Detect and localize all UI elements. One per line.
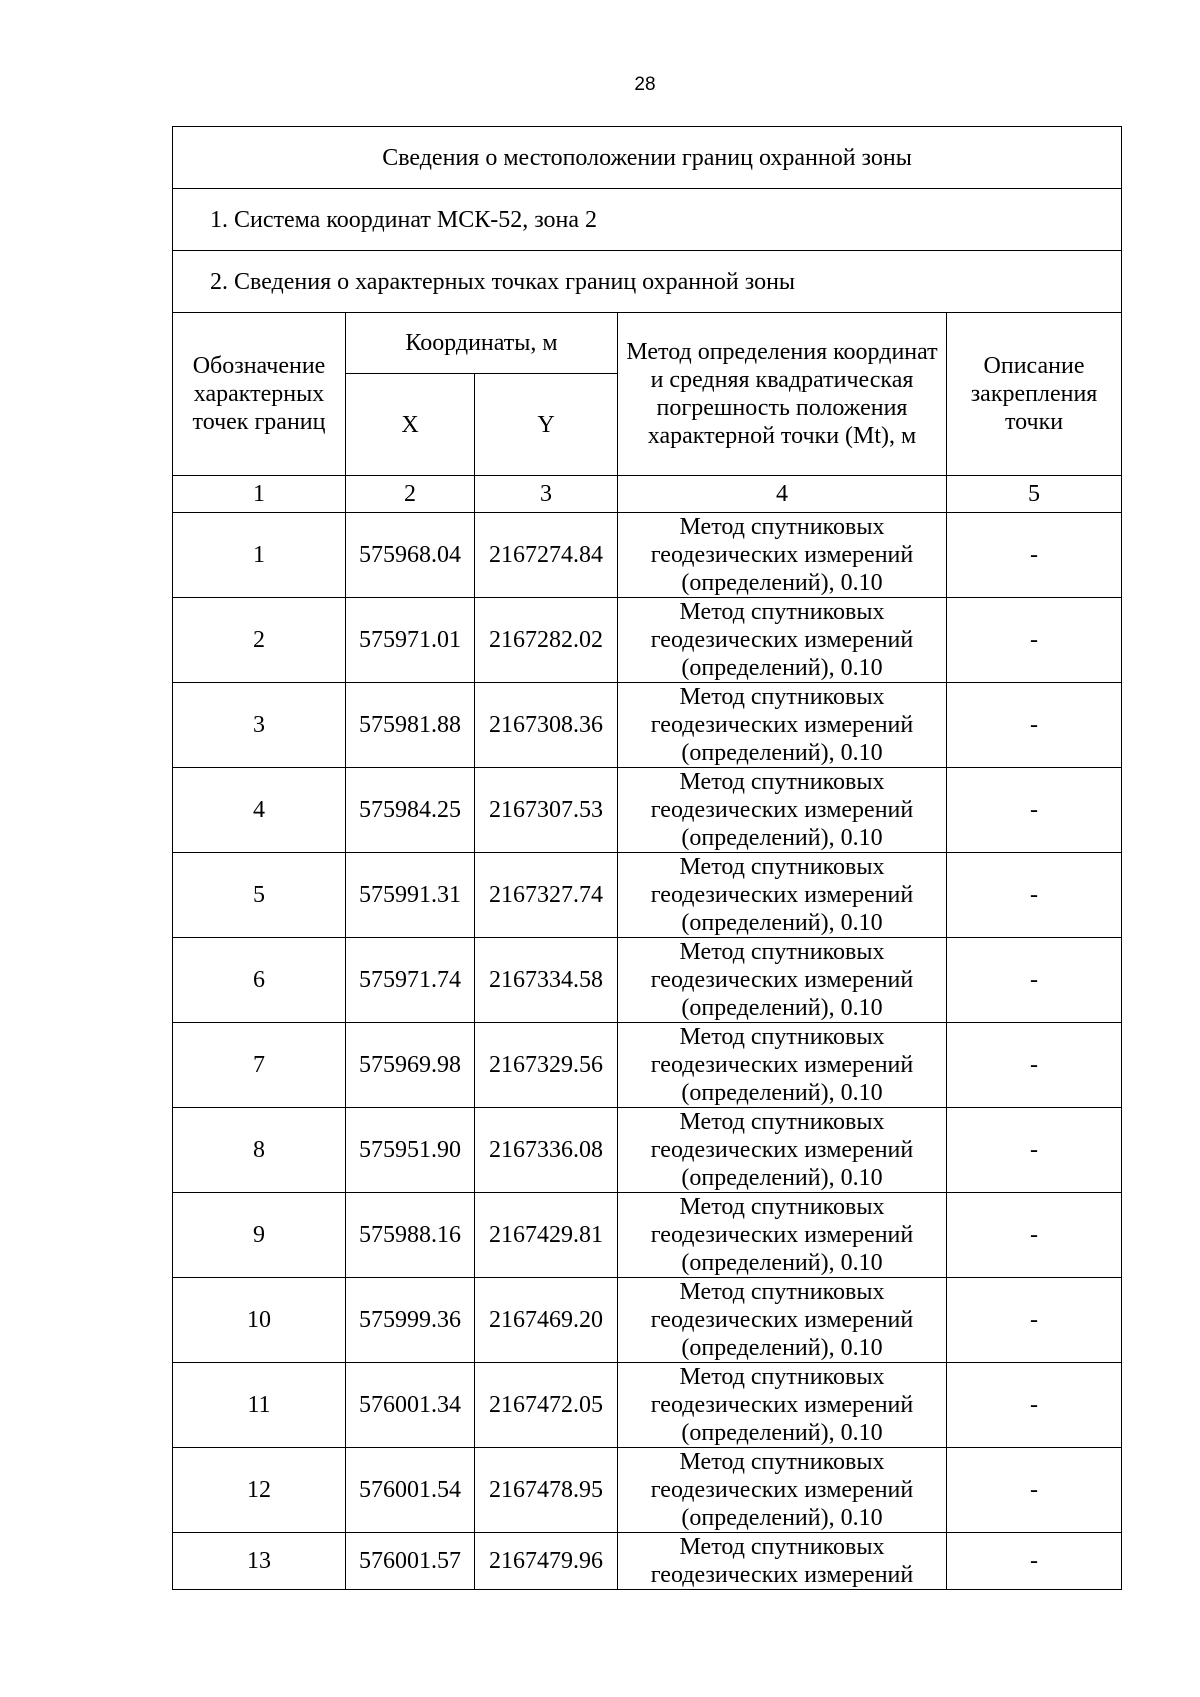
y-header: Y	[475, 374, 618, 476]
description-cell: -	[947, 1023, 1122, 1108]
point-number-cell: 11	[173, 1363, 346, 1448]
table-row	[173, 683, 1122, 768]
x-coordinate-cell: 575968.04	[346, 513, 475, 598]
table-row	[173, 1023, 1122, 1108]
point-number-cell: 4	[173, 768, 346, 853]
table-row	[173, 938, 1122, 1023]
table-row	[173, 598, 1122, 683]
y-coordinate-cell: 2167307.53	[475, 768, 618, 853]
x-header: X	[346, 374, 475, 476]
y-coordinate-cell: 2167478.95	[475, 1448, 618, 1533]
description-cell: -	[947, 1108, 1122, 1193]
method-cell: Метод спутниковых геодезических измерений (определений), 0.10	[618, 1278, 947, 1363]
coordinates-header: Координаты, м	[346, 313, 618, 374]
x-coordinate-cell: 575984.25	[346, 768, 475, 853]
method-cell: Метод спутниковых геодезических измерений (определений), 0.10	[618, 768, 947, 853]
coordinate-system-heading: 1. Система координат МСК-52, зона 2	[173, 189, 1122, 251]
description-cell: -	[947, 853, 1122, 938]
table-row	[173, 1278, 1122, 1363]
description-cell: -	[947, 1278, 1122, 1363]
method-cell: Метод спутниковых геодезических измерений (определений), 0.10	[618, 683, 947, 768]
y-coordinate-cell: 2167274.84	[475, 513, 618, 598]
description-cell: -	[947, 683, 1122, 768]
x-coordinate-cell: 575991.31	[346, 853, 475, 938]
table-row	[173, 853, 1122, 938]
column-number: 2	[346, 476, 475, 513]
x-coordinate-cell: 575951.90	[346, 1108, 475, 1193]
y-coordinate-cell: 2167329.56	[475, 1023, 618, 1108]
column-number: 5	[947, 476, 1122, 513]
method-cell: Метод спутниковых геодезических измерений (определений), 0.10	[618, 938, 947, 1023]
x-coordinate-cell: 576001.57	[346, 1533, 475, 1590]
table-title: Сведения о местоположении границ охранной зоны	[173, 127, 1122, 189]
method-cell: Метод спутниковых геодезических измерений (определений), 0.10	[618, 853, 947, 938]
x-coordinate-cell: 575981.88	[346, 683, 475, 768]
method-cell: Метод спутниковых геодезических измерений (определений), 0.10	[618, 1108, 947, 1193]
point-number-cell: 8	[173, 1108, 346, 1193]
boundary-points-table	[172, 126, 1122, 1590]
point-number-cell: 3	[173, 683, 346, 768]
description-cell: -	[947, 1533, 1122, 1590]
description-cell: -	[947, 1448, 1122, 1533]
y-coordinate-cell: 2167336.08	[475, 1108, 618, 1193]
description-cell: -	[947, 1193, 1122, 1278]
point-number-cell: 12	[173, 1448, 346, 1533]
description-cell: -	[947, 598, 1122, 683]
x-coordinate-cell: 576001.34	[346, 1363, 475, 1448]
method-cell: Метод спутниковых геодезических измерений	[618, 1533, 947, 1590]
description-cell: -	[947, 938, 1122, 1023]
point-number-cell: 5	[173, 853, 346, 938]
method-cell: Метод спутниковых геодезических измерений (определений), 0.10	[618, 1448, 947, 1533]
table-row	[173, 1193, 1122, 1278]
point-number-cell: 10	[173, 1278, 346, 1363]
point-number-cell: 13	[173, 1533, 346, 1590]
x-coordinate-cell: 575988.16	[346, 1193, 475, 1278]
x-coordinate-cell: 575969.98	[346, 1023, 475, 1108]
method-cell: Метод спутниковых геодезических измерений (определений), 0.10	[618, 1193, 947, 1278]
x-coordinate-cell: 575971.01	[346, 598, 475, 683]
method-cell: Метод спутниковых геодезических измерений (определений), 0.10	[618, 513, 947, 598]
point-number-cell: 1	[173, 513, 346, 598]
method-cell: Метод спутниковых геодезических измерений (определений), 0.10	[618, 1023, 947, 1108]
table-row	[173, 768, 1122, 853]
y-coordinate-cell: 2167472.05	[475, 1363, 618, 1448]
table-row	[173, 1108, 1122, 1193]
method-cell: Метод спутниковых геодезических измерений (определений), 0.10	[618, 1363, 947, 1448]
x-coordinate-cell: 575999.36	[346, 1278, 475, 1363]
description-header: Описание закрепления точки	[947, 313, 1122, 476]
point-number-cell: 6	[173, 938, 346, 1023]
column-number: 4	[618, 476, 947, 513]
y-coordinate-cell: 2167469.20	[475, 1278, 618, 1363]
table-row	[173, 1533, 1122, 1590]
y-coordinate-cell: 2167479.96	[475, 1533, 618, 1590]
points-section-heading: 2. Сведения о характерных точках границ охранной зоны	[173, 251, 1122, 313]
y-coordinate-cell: 2167282.02	[475, 598, 618, 683]
point-number-cell: 9	[173, 1193, 346, 1278]
y-coordinate-cell: 2167327.74	[475, 853, 618, 938]
y-coordinate-cell: 2167429.81	[475, 1193, 618, 1278]
method-cell: Метод спутниковых геодезических измерений (определений), 0.10	[618, 598, 947, 683]
x-coordinate-cell: 575971.74	[346, 938, 475, 1023]
table-row	[173, 513, 1122, 598]
point-number-cell: 2	[173, 598, 346, 683]
y-coordinate-cell: 2167334.58	[475, 938, 618, 1023]
method-header: Метод определения координат и средняя квадратическая погрешность положения характерной точки (Mt), м	[618, 313, 947, 476]
y-coordinate-cell: 2167308.36	[475, 683, 618, 768]
x-coordinate-cell: 576001.54	[346, 1448, 475, 1533]
description-cell: -	[947, 1363, 1122, 1448]
description-cell: -	[947, 513, 1122, 598]
table-row	[173, 1363, 1122, 1448]
designation-header: Обозначение характерных точек границ	[173, 313, 346, 476]
table-row	[173, 1448, 1122, 1533]
column-number: 3	[475, 476, 618, 513]
description-cell: -	[947, 768, 1122, 853]
page-number: 28	[634, 74, 656, 95]
point-number-cell: 7	[173, 1023, 346, 1108]
column-number: 1	[173, 476, 346, 513]
